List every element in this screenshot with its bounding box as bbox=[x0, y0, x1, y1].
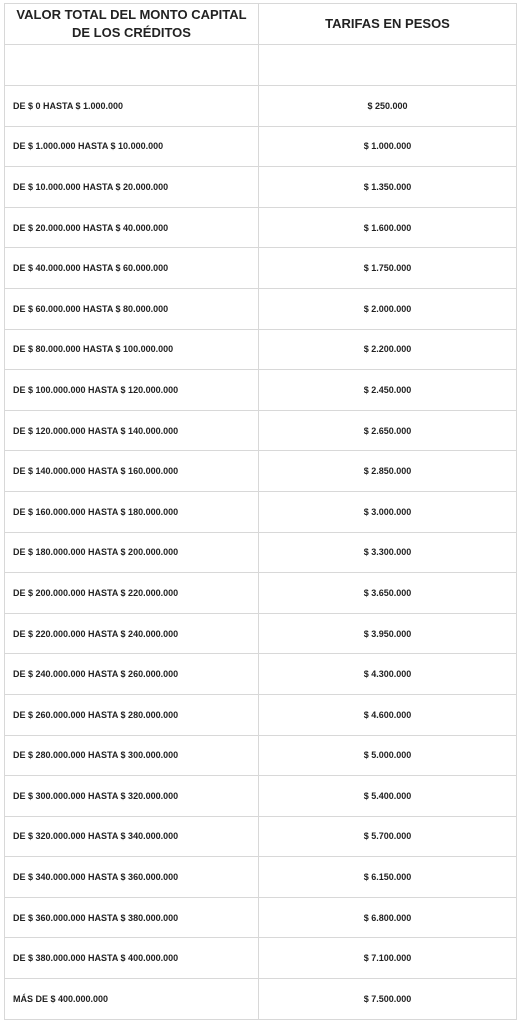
fee-cell: $ 1.350.000 bbox=[259, 167, 517, 207]
table-row bbox=[5, 533, 517, 574]
table-row bbox=[5, 289, 517, 330]
fee-cell: $ 5.400.000 bbox=[259, 776, 517, 816]
table-header-row bbox=[5, 4, 517, 45]
amount-range-cell: DE $ 100.000.000 HASTA $ 120.000.000 bbox=[5, 370, 259, 410]
fee-cell: $ 3.650.000 bbox=[259, 573, 517, 613]
amount-range-cell: DE $ 80.000.000 HASTA $ 100.000.000 bbox=[5, 330, 259, 370]
amount-range-cell: DE $ 240.000.000 HASTA $ 260.000.000 bbox=[5, 654, 259, 694]
fee-cell: $ 1.600.000 bbox=[259, 208, 517, 248]
table-row bbox=[5, 614, 517, 655]
amount-range-cell: DE $ 120.000.000 HASTA $ 140.000.000 bbox=[5, 411, 259, 451]
amount-range-cell: DE $ 360.000.000 HASTA $ 380.000.000 bbox=[5, 898, 259, 938]
fee-cell: $ 250.000 bbox=[259, 86, 517, 126]
table-row bbox=[5, 654, 517, 695]
fee-cell: $ 2.450.000 bbox=[259, 370, 517, 410]
fee-cell: $ 3.950.000 bbox=[259, 614, 517, 654]
table-row bbox=[5, 451, 517, 492]
amount-range-cell: MÁS DE $ 400.000.000 bbox=[5, 979, 259, 1019]
fee-cell: $ 5.000.000 bbox=[259, 736, 517, 776]
blank-cell bbox=[259, 45, 517, 85]
table-row bbox=[5, 127, 517, 168]
table-row bbox=[5, 776, 517, 817]
amount-range-cell: DE $ 340.000.000 HASTA $ 360.000.000 bbox=[5, 857, 259, 897]
fee-cell: $ 1.000.000 bbox=[259, 127, 517, 167]
table-row bbox=[5, 573, 517, 614]
fee-cell: $ 4.600.000 bbox=[259, 695, 517, 735]
table-body bbox=[5, 86, 517, 1020]
amount-range-cell: DE $ 0 HASTA $ 1.000.000 bbox=[5, 86, 259, 126]
table-row bbox=[5, 248, 517, 289]
header-fees-pesos: TARIFAS EN PESOS bbox=[259, 4, 517, 44]
table-row bbox=[5, 938, 517, 979]
amount-range-cell: DE $ 160.000.000 HASTA $ 180.000.000 bbox=[5, 492, 259, 532]
fee-cell: $ 2.650.000 bbox=[259, 411, 517, 451]
blank-cell bbox=[5, 45, 259, 85]
table-row bbox=[5, 167, 517, 208]
table-row bbox=[5, 857, 517, 898]
fee-table bbox=[4, 3, 517, 1020]
amount-range-cell: DE $ 260.000.000 HASTA $ 280.000.000 bbox=[5, 695, 259, 735]
table-row bbox=[5, 817, 517, 858]
table-row bbox=[5, 492, 517, 533]
amount-range-cell: DE $ 320.000.000 HASTA $ 340.000.000 bbox=[5, 817, 259, 857]
fee-cell: $ 6.150.000 bbox=[259, 857, 517, 897]
header-credit-amount: VALOR TOTAL DEL MONTO CAPITAL DE LOS CRÉDITOS bbox=[5, 4, 259, 44]
fee-cell: $ 7.500.000 bbox=[259, 979, 517, 1019]
amount-range-cell: DE $ 380.000.000 HASTA $ 400.000.000 bbox=[5, 938, 259, 978]
fee-cell: $ 5.700.000 bbox=[259, 817, 517, 857]
table-row bbox=[5, 330, 517, 371]
table-row bbox=[5, 86, 517, 127]
table-row bbox=[5, 208, 517, 249]
fee-cell: $ 6.800.000 bbox=[259, 898, 517, 938]
table-row bbox=[5, 979, 517, 1020]
fee-cell: $ 4.300.000 bbox=[259, 654, 517, 694]
table-row bbox=[5, 898, 517, 939]
amount-range-cell: DE $ 10.000.000 HASTA $ 20.000.000 bbox=[5, 167, 259, 207]
amount-range-cell: DE $ 280.000.000 HASTA $ 300.000.000 bbox=[5, 736, 259, 776]
table-row bbox=[5, 370, 517, 411]
table-row bbox=[5, 736, 517, 777]
amount-range-cell: DE $ 220.000.000 HASTA $ 240.000.000 bbox=[5, 614, 259, 654]
amount-range-cell: DE $ 20.000.000 HASTA $ 40.000.000 bbox=[5, 208, 259, 248]
amount-range-cell: DE $ 140.000.000 HASTA $ 160.000.000 bbox=[5, 451, 259, 491]
fee-cell: $ 3.000.000 bbox=[259, 492, 517, 532]
fee-cell: $ 3.300.000 bbox=[259, 533, 517, 573]
fee-cell: $ 1.750.000 bbox=[259, 248, 517, 288]
fee-cell: $ 2.850.000 bbox=[259, 451, 517, 491]
amount-range-cell: DE $ 200.000.000 HASTA $ 220.000.000 bbox=[5, 573, 259, 613]
amount-range-cell: DE $ 180.000.000 HASTA $ 200.000.000 bbox=[5, 533, 259, 573]
table-row bbox=[5, 411, 517, 452]
blank-row bbox=[5, 45, 517, 86]
fee-cell: $ 2.000.000 bbox=[259, 289, 517, 329]
amount-range-cell: DE $ 60.000.000 HASTA $ 80.000.000 bbox=[5, 289, 259, 329]
amount-range-cell: DE $ 40.000.000 HASTA $ 60.000.000 bbox=[5, 248, 259, 288]
fee-cell: $ 7.100.000 bbox=[259, 938, 517, 978]
table-row bbox=[5, 695, 517, 736]
amount-range-cell: DE $ 1.000.000 HASTA $ 10.000.000 bbox=[5, 127, 259, 167]
fee-cell: $ 2.200.000 bbox=[259, 330, 517, 370]
amount-range-cell: DE $ 300.000.000 HASTA $ 320.000.000 bbox=[5, 776, 259, 816]
